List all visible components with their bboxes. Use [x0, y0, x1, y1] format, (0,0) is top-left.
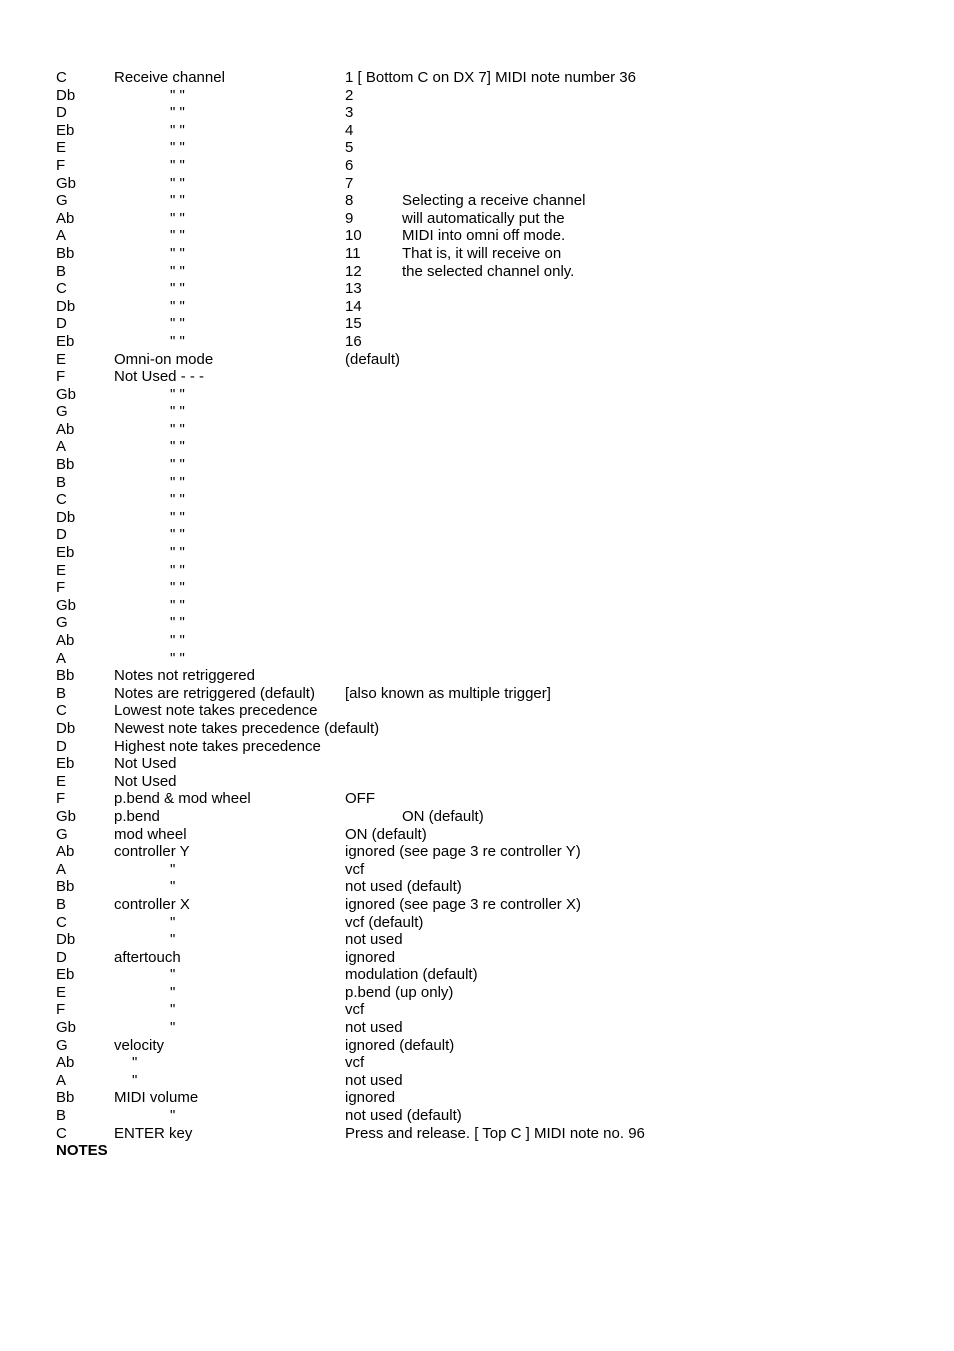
value-text: 8: [345, 192, 354, 210]
value-text: vcf: [345, 860, 365, 878]
function-label: Notes not retriggered: [114, 667, 255, 685]
table-row: [56, 175, 916, 193]
value-text: ignored: [345, 1089, 396, 1107]
table-row: [56, 474, 916, 492]
table-row: [56, 526, 916, 544]
note-name: A: [56, 227, 67, 245]
function-label: " ": [170, 596, 185, 614]
value-text: 4: [345, 121, 354, 139]
value-text: OFF: [345, 790, 375, 808]
note-name: E: [56, 561, 67, 579]
note-name: B: [56, 1107, 67, 1125]
table-row: [56, 315, 916, 333]
function-label: ": [170, 1107, 176, 1125]
function-label: velocity: [114, 1036, 165, 1054]
value-text: not used: [345, 1019, 403, 1037]
function-label: ": [132, 1054, 138, 1072]
table-row: [56, 773, 916, 791]
note-name: Ab: [56, 632, 75, 649]
table-body: [56, 69, 916, 1142]
function-label: " ": [170, 297, 185, 315]
table-row: [56, 386, 916, 404]
table-row: [56, 843, 916, 861]
function-label: controller Y: [114, 843, 190, 861]
note-name: C: [56, 280, 67, 298]
table-row: [56, 949, 916, 967]
function-label: " ": [170, 491, 185, 509]
table-row: [56, 896, 916, 914]
note-name: Db: [56, 297, 76, 315]
function-label: " ": [170, 192, 185, 210]
note-name: F: [56, 579, 66, 597]
value-text: (default): [345, 350, 401, 368]
note-name: E: [56, 772, 67, 790]
function-label: " ": [170, 86, 185, 104]
value-text: not used: [345, 931, 403, 949]
function-label: ": [170, 966, 176, 984]
function-label: " ": [170, 332, 185, 350]
table-row: [56, 139, 916, 157]
note-name: Ab: [56, 209, 75, 227]
function-label: " ": [170, 544, 185, 562]
note-name: G: [56, 825, 68, 843]
table-row: [56, 421, 916, 439]
note-name: F: [56, 790, 66, 808]
table-row: [56, 826, 916, 844]
value-text: p.bend (up only): [345, 983, 454, 1001]
table-row: [56, 755, 916, 773]
table-row: [56, 333, 916, 351]
value-text: modulation (default): [345, 966, 478, 984]
note-name: Ab: [56, 1054, 75, 1072]
note-name: A: [56, 649, 67, 667]
note-name: B: [56, 895, 67, 913]
function-label: ": [170, 1001, 176, 1019]
note-name: Eb: [56, 755, 75, 773]
table-row: [56, 931, 916, 949]
table-row: [56, 562, 916, 580]
value-text: 1 [ Bottom C on DX 7] MIDI note number 36: [345, 69, 636, 86]
note-name: C: [56, 491, 67, 509]
table-row: [56, 509, 916, 527]
note-name: A: [56, 860, 67, 878]
note-name: E: [56, 350, 67, 368]
table-row: [56, 227, 916, 245]
function-label: Not Used: [114, 755, 177, 773]
function-label: " ": [170, 262, 185, 280]
value-text: not used (default): [345, 878, 462, 896]
note-name: Gb: [56, 596, 77, 614]
table-row: [56, 720, 916, 738]
note-name: Db: [56, 508, 76, 526]
value-text: 12: [345, 262, 362, 280]
value-text: not used (default): [345, 1107, 462, 1125]
table-row: [56, 790, 916, 808]
value-text: Press and release. [ Top C ] MIDI note no. 96: [345, 1124, 645, 1142]
notes-heading: NOTES: [56, 1142, 108, 1160]
table-row: [56, 69, 916, 87]
function-label: Omni-on mode: [114, 350, 214, 368]
table-row: [56, 597, 916, 615]
note-name: G: [56, 192, 68, 210]
table-row: [56, 614, 916, 632]
value-text: vcf (default): [345, 913, 424, 931]
table-row: [56, 263, 916, 281]
value-text: ignored: [345, 948, 396, 966]
note-name: Bb: [56, 878, 75, 896]
function-label: ": [170, 878, 176, 896]
table-row: [56, 984, 916, 1002]
value-text: ON (default): [345, 825, 427, 843]
table-row: [56, 1001, 916, 1019]
note-name: F: [56, 1001, 66, 1019]
function-label: aftertouch: [114, 948, 181, 966]
note-name: Bb: [56, 456, 75, 474]
value-text: 15: [345, 315, 362, 333]
note-name: B: [56, 262, 67, 280]
table-row: [56, 368, 916, 386]
function-label: " ": [170, 420, 185, 438]
function-label: " ": [170, 227, 185, 245]
function-label: " ": [170, 244, 185, 262]
value-text: 11: [345, 244, 361, 262]
value-text: vcf: [345, 1001, 365, 1019]
note-name: G: [56, 403, 68, 421]
note-name: E: [56, 983, 67, 1001]
table-row: [56, 650, 916, 668]
value-text: 10: [345, 227, 362, 245]
table-row: [56, 491, 916, 509]
function-label: " ": [170, 403, 185, 421]
note-name: Gb: [56, 385, 77, 403]
function-label: p.bend & mod wheel: [114, 790, 251, 808]
table-row: [56, 298, 916, 316]
note-name: Db: [56, 931, 76, 949]
function-label: " ": [170, 280, 185, 298]
function-label: MIDI volume: [114, 1089, 199, 1107]
note-name: Gb: [56, 174, 77, 192]
note-name: Bb: [56, 244, 75, 262]
table-row: [56, 1107, 916, 1125]
function-label: ": [170, 983, 176, 1001]
function-label: " ": [170, 456, 185, 474]
note-name: Ab: [56, 843, 75, 861]
table-row: [56, 351, 916, 369]
note-name: Gb: [56, 807, 77, 825]
function-label: " ": [170, 508, 185, 526]
function-label: " ": [170, 561, 185, 579]
function-label: p.bend: [114, 807, 160, 825]
value-text: 3: [345, 104, 354, 122]
comment-text: Selecting a receive channel: [402, 192, 586, 210]
note-name: Bb: [56, 667, 75, 685]
function-label: Receive channel: [114, 69, 225, 86]
table-row: [56, 667, 916, 685]
note-name: G: [56, 1036, 68, 1054]
function-label: ": [170, 860, 176, 878]
table-row: [56, 1125, 916, 1143]
comment-text: That is, it will receive on: [402, 244, 562, 262]
function-label: " ": [170, 649, 185, 667]
note-name: A: [56, 438, 67, 456]
value-text: ignored (see page 3 re controller Y): [345, 843, 581, 861]
note-name: Eb: [56, 966, 75, 984]
value-text: 2: [345, 86, 354, 104]
table-row: [56, 1037, 916, 1055]
note-name: D: [56, 104, 67, 122]
table-row: [56, 245, 916, 263]
note-name: Db: [56, 719, 76, 737]
table-row: [56, 685, 916, 703]
value-text: ignored (default): [345, 1036, 455, 1054]
value-text: [also known as multiple trigger]: [345, 684, 551, 702]
table-row: [56, 702, 916, 720]
table-row: [56, 157, 916, 175]
note-name: Eb: [56, 544, 75, 562]
function-label: ENTER key: [114, 1124, 193, 1142]
table-row: [56, 192, 916, 210]
comment-text: the selected channel only.: [402, 262, 575, 280]
table-row: [56, 1054, 916, 1072]
note-name: F: [56, 368, 66, 386]
note-name: G: [56, 614, 68, 632]
table-row: [56, 122, 916, 140]
table-row: [56, 579, 916, 597]
note-name: E: [56, 139, 67, 157]
note-name: D: [56, 737, 67, 755]
table-row: [56, 1072, 916, 1090]
function-label: controller X: [114, 895, 190, 913]
note-name: Gb: [56, 1019, 77, 1037]
function-label: " ": [170, 614, 185, 632]
table-row: [56, 914, 916, 932]
table-row: [56, 632, 916, 650]
function-label: " ": [170, 632, 185, 649]
note-name: C: [56, 1124, 67, 1142]
table-row: [56, 544, 916, 562]
function-label: Highest note takes precedence: [114, 737, 321, 755]
midi-implementation-table: [56, 69, 916, 1160]
table-row: [56, 878, 916, 896]
function-label: Lowest note takes precedence: [114, 702, 318, 720]
note-name: A: [56, 1071, 67, 1089]
function-label: Not Used - - -: [114, 368, 205, 386]
function-label: " ": [170, 139, 185, 157]
value-text: 13: [345, 280, 362, 298]
table-row: [56, 104, 916, 122]
function-label: " ": [170, 473, 185, 491]
value-text: 16: [345, 332, 362, 350]
value-text: 6: [345, 156, 354, 174]
note-name: B: [56, 684, 67, 702]
table-row: [56, 438, 916, 456]
comment-text: will automatically put the: [402, 209, 565, 227]
table-row: [56, 1089, 916, 1107]
table-row: [56, 861, 916, 879]
function-label: Notes are retriggered (default): [114, 684, 315, 702]
function-label: " ": [170, 174, 185, 192]
value-text: not used: [345, 1071, 403, 1089]
function-label: ": [170, 1019, 176, 1037]
function-label: Newest note takes precedence (default): [114, 719, 380, 737]
note-name: B: [56, 473, 67, 491]
note-name: Ab: [56, 420, 75, 438]
function-label: ": [170, 931, 176, 949]
value-text: ignored (see page 3 re controller X): [345, 895, 581, 913]
function-label: mod wheel: [114, 825, 187, 843]
function-label: Not Used: [114, 772, 177, 790]
table-row: [56, 403, 916, 421]
table-row: [56, 456, 916, 474]
function-label: " ": [170, 209, 185, 227]
table-row: [56, 280, 916, 298]
value-text: 9: [345, 209, 354, 227]
function-label: " ": [170, 315, 185, 333]
table-row: [56, 966, 916, 984]
function-label: " ": [170, 104, 185, 122]
note-name: D: [56, 315, 67, 333]
note-name: D: [56, 948, 67, 966]
note-name: Eb: [56, 332, 75, 350]
note-name: D: [56, 526, 67, 544]
note-name: C: [56, 702, 67, 720]
function-label: " ": [170, 121, 185, 139]
note-name: Db: [56, 86, 76, 104]
function-label: " ": [170, 156, 185, 174]
comment-text: MIDI into omni off mode.: [402, 227, 566, 245]
table-row: [56, 87, 916, 105]
function-label: ": [132, 1071, 138, 1089]
note-name: F: [56, 156, 66, 174]
function-label: " ": [170, 385, 185, 403]
table-row: [56, 1019, 916, 1037]
note-name: Bb: [56, 1089, 75, 1107]
value-text: 5: [345, 139, 354, 157]
table-row: [56, 808, 916, 826]
table-row: [56, 210, 916, 228]
note-name: C: [56, 69, 67, 86]
function-label: ": [170, 913, 176, 931]
note-name: C: [56, 913, 67, 931]
value-text: 7: [345, 174, 354, 192]
function-label: " ": [170, 579, 185, 597]
value-text: vcf: [345, 1054, 365, 1072]
value-text: 14: [345, 297, 362, 315]
function-label: " ": [170, 438, 185, 456]
function-label: " ": [170, 526, 185, 544]
note-name: Eb: [56, 121, 75, 139]
value-text: ON (default): [402, 807, 484, 825]
table-row: [56, 738, 916, 756]
